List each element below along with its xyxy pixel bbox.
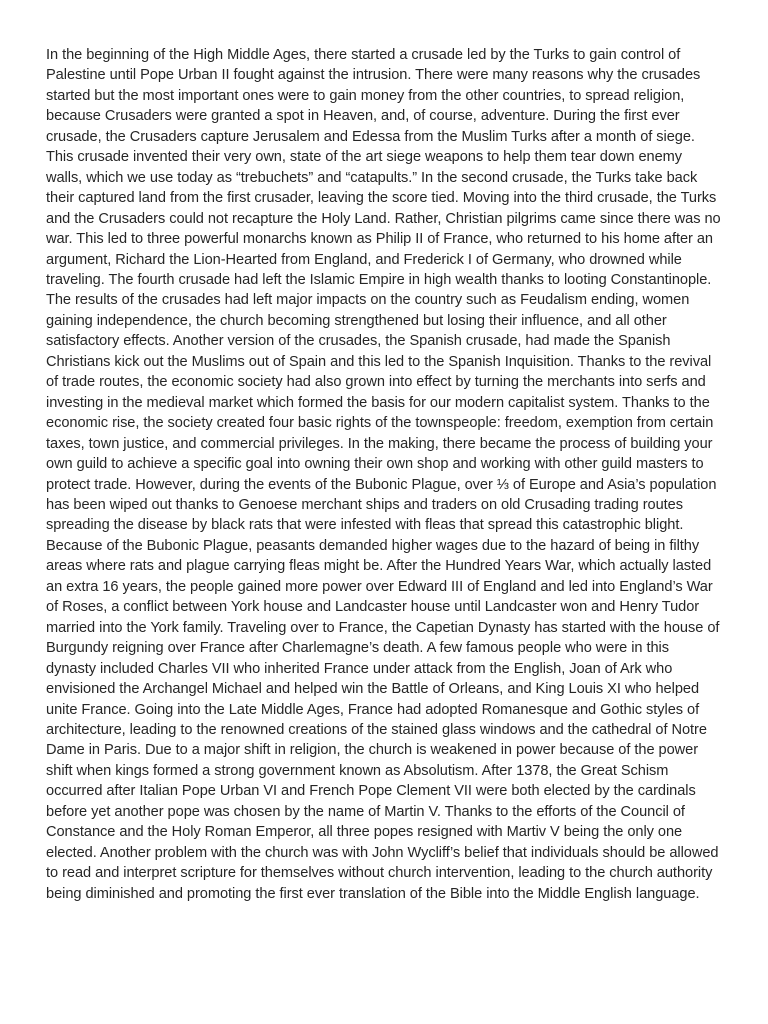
body-paragraph: In the beginning of the High Middle Ages, there started a crusade led by the Turks to gain control of Palestine until Pope Urban II fought against the intrusion. There were many reasons why the crusades started but the most important ones were to gain money from the other countries, to spread religion, because Crusaders were granted a spot in Heaven, and, of course, adventure. During the first ever crusade, the Crusaders capture Jerusalem and Edessa from the Muslim Turks after a month of siege. This crusade invented their very own, state of the art siege weapons to help them tear down enemy walls, which we use today as “trebuchets” and “catapults.” In the second crusade, the Turks take back their captured land from the first crusader, leaving the score tied. Moving into the third crusade, the Turks and the Crusaders could not recapture the Holy Land. Rather, Christian pilgrims came since there was no war. This led to three powerful monarchs known as Philip II of France, who returned to his home after an argument, Richard the Lion-Hearted from England, and Frederick I of Germany, who drowned while traveling. The fourth crusade had left the Islamic Empire in high wealth thanks to looting Constantinople. The results of the crusades had left major impacts on the country such as Feudalism ending, women gaining independence, the church becoming strengthened but losing their influence, and all other satisfactory effects. Another version of the crusades, the Spanish crusade, had made the Spanish Christians kick out the Muslims out of Spain and this led to the Spanish Inquisition. Thanks to the revival of trade routes, the economic society had also grown into effect by turning the merchants into serfs and investing in the medieval market which formed the basis for our modern capitalist system. Thanks to the economic rise, the society created four basic rights of the townspeople: freedom, exemption from certain taxes, town justice, and commercial privileges. In the making, there became the process of building your own guild to achieve a specific goal into owning their own shop and working with other guild masters to protect trade. However, during the events of the Bubonic Plague, over ⅓ of Europe and Asia’s population has been wiped out thanks to Genoese merchant ships and traders on old Crusading trading routes spreading the disease by black rats that were infested with fleas that spread this catastrophic blight. Because of the Bubonic Plague, peasants demanded higher wages due to the hazard of being in filthy areas where rats and plague carrying fleas might be. After the Hundred Years War, which actually lasted an extra 16 years, the people gained more power over Edward III of England and led into England’s War of Roses, a conflict between York house and Landcaster house until Landcaster won and Henry Tudor married into the York family. Traveling over to France, the Capetian Dynasty has started with the house of Burgundy reigning over France after Charlemagne’s death. A few famous people who were in this dynasty included Charles VII who inherited France under attack from the English, Joan of Ark who envisioned the Archangel Michael and helped win the Battle of Orleans, and King Louis XI who helped unite France. Going into the Late Middle Ages, France had adopted Romanesque and Gothic styles of architecture, leading to the renowned creations of the stained glass windows and the cathedral of Notre Dame in Paris. Due to a major shift in religion, the church is weakened in power because of the power shift when kings formed a strong government known as Absolutism. After 1378, the Great Schism occurred after Italian Pope Urban VI and French Pope Clement VII were both elected by the cardinals before yet another pope was chosen by the name of Martin V. Thanks to the efforts of the Council of Constance and the Holy Roman Emperor, all three popes resigned with Martiv V being the only one elected. Another problem with the church was with John Wycliff’s belief that individuals should be allowed to read and interpret scripture for themselves without church intervention, leading to the church authority being diminished and promoting the first ever translation of the Bible into the Middle English language.	[46, 47, 721, 902]
